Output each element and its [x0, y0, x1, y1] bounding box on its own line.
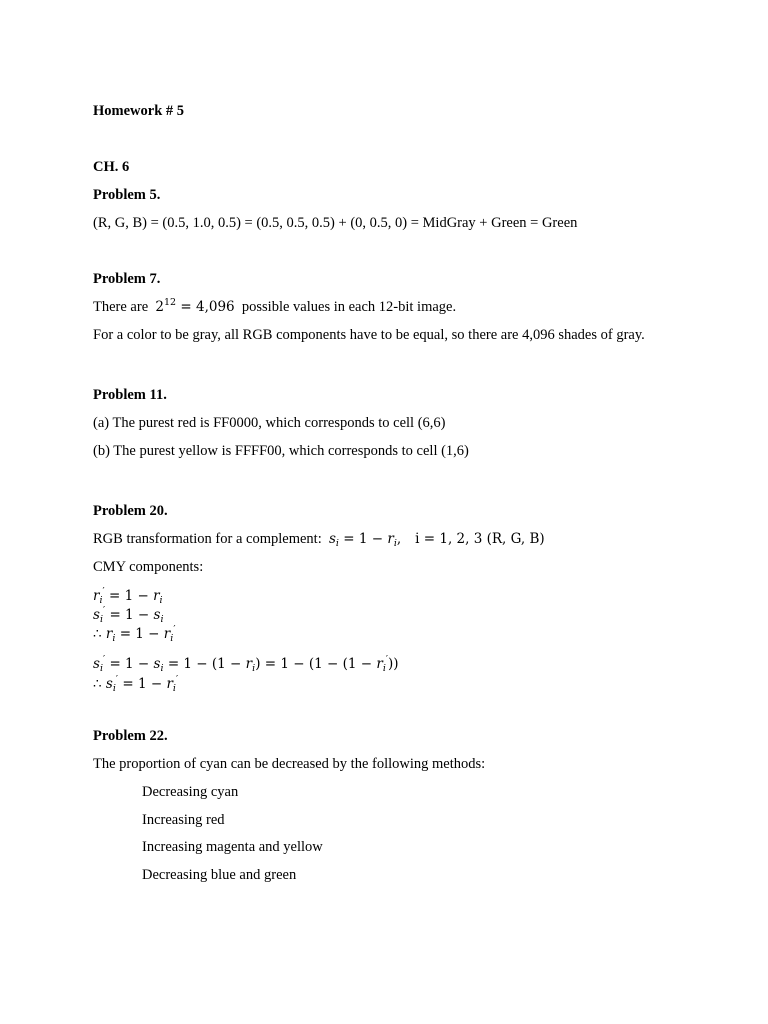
eq4-c: )) [388, 656, 399, 672]
eq4-a: = 1 − (1 − [163, 656, 246, 672]
method-item: Decreasing cyan [142, 784, 239, 800]
problem-5-text: (R, G, B) = (0.5, 1.0, 0.5) = (0.5, 0.5, 0.5) + (0, 0.5, 0) = MidGray + Green = Green [93, 215, 578, 231]
eq5-rhs: = 1 − [122, 676, 167, 692]
p7-exponent: 12 [163, 297, 177, 308]
problem-7-line-1 [93, 298, 456, 316]
eq4-b: ) = 1 − (1 − (1 − [255, 656, 377, 672]
equation-2: $s_i' = 1 - s_i$ [93, 605, 164, 625]
problem-5-heading: Problem 5. [93, 187, 161, 203]
eq5-therefore: ∴ [93, 676, 102, 692]
p7-post: possible values in each 12-bit image. [241, 299, 457, 315]
method-item: Increasing magenta and yellow [142, 839, 323, 855]
problem-7-line-2: For a color to be gray, all RGB components have to be equal, so there are 4,096 shades of gray. [93, 327, 645, 343]
p20-formula-tail: i = 1, 2, 3 (R, G, B) [415, 531, 545, 547]
problem-22-heading: Problem 22. [93, 728, 168, 744]
problem-11-b: (b) The purest yellow is FFFF00, which corresponds to cell (1,6) [93, 443, 469, 459]
method-item: Increasing red [142, 812, 225, 828]
p7-base: 2 [155, 299, 164, 315]
p20-intro: RGB transformation for a complement: [93, 531, 322, 547]
equation-5: ∴ $s_i' = 1 - r_i'$ [93, 674, 179, 694]
eq4-mid: = 1 − [109, 656, 154, 672]
p20-formula: $s_i = 1 - r_i$, i = 1, 2, 3 (R, G, B) [328, 531, 545, 549]
problem-11-a: (a) The purest red is FF0000, which corresponds to cell (6,6) [93, 415, 446, 431]
equation-3: ∴ $r_i = 1 - r_i'$ [93, 624, 176, 644]
problem-7-heading: Problem 7. [93, 271, 161, 287]
p20-formula-eq: = 1 − [343, 531, 388, 547]
chapter-heading: CH. 6 [93, 159, 130, 175]
eq2-rhs: = 1 − [109, 607, 154, 623]
problem-20-heading: Problem 20. [93, 503, 168, 519]
problem-11-heading: Problem 11. [93, 387, 167, 403]
eq1-rhs: = 1 − [108, 588, 154, 604]
problem-20-cmy: CMY components: [93, 559, 204, 575]
eq3-rhs: = 1 − [119, 626, 164, 642]
equation-1: $r_i' = 1 - r_i$ [93, 586, 163, 606]
method-item: Decreasing blue and green [142, 867, 297, 883]
problem-22-intro: The proportion of cyan can be decreased by the following methods: [93, 756, 486, 772]
homework-title: Homework # 5 [93, 103, 185, 119]
p7-eq: = 4,096 [180, 299, 235, 315]
p7-formula [155, 299, 234, 315]
p7-pre: There are [93, 299, 149, 315]
equation-4: $s_i' = 1 - s_i = 1 - (1 - r_i) = 1 - (1 - (1 - r_i'))$ [93, 654, 399, 674]
eq3-therefore: ∴ [93, 626, 106, 642]
problem-20-intro-line [93, 530, 545, 548]
